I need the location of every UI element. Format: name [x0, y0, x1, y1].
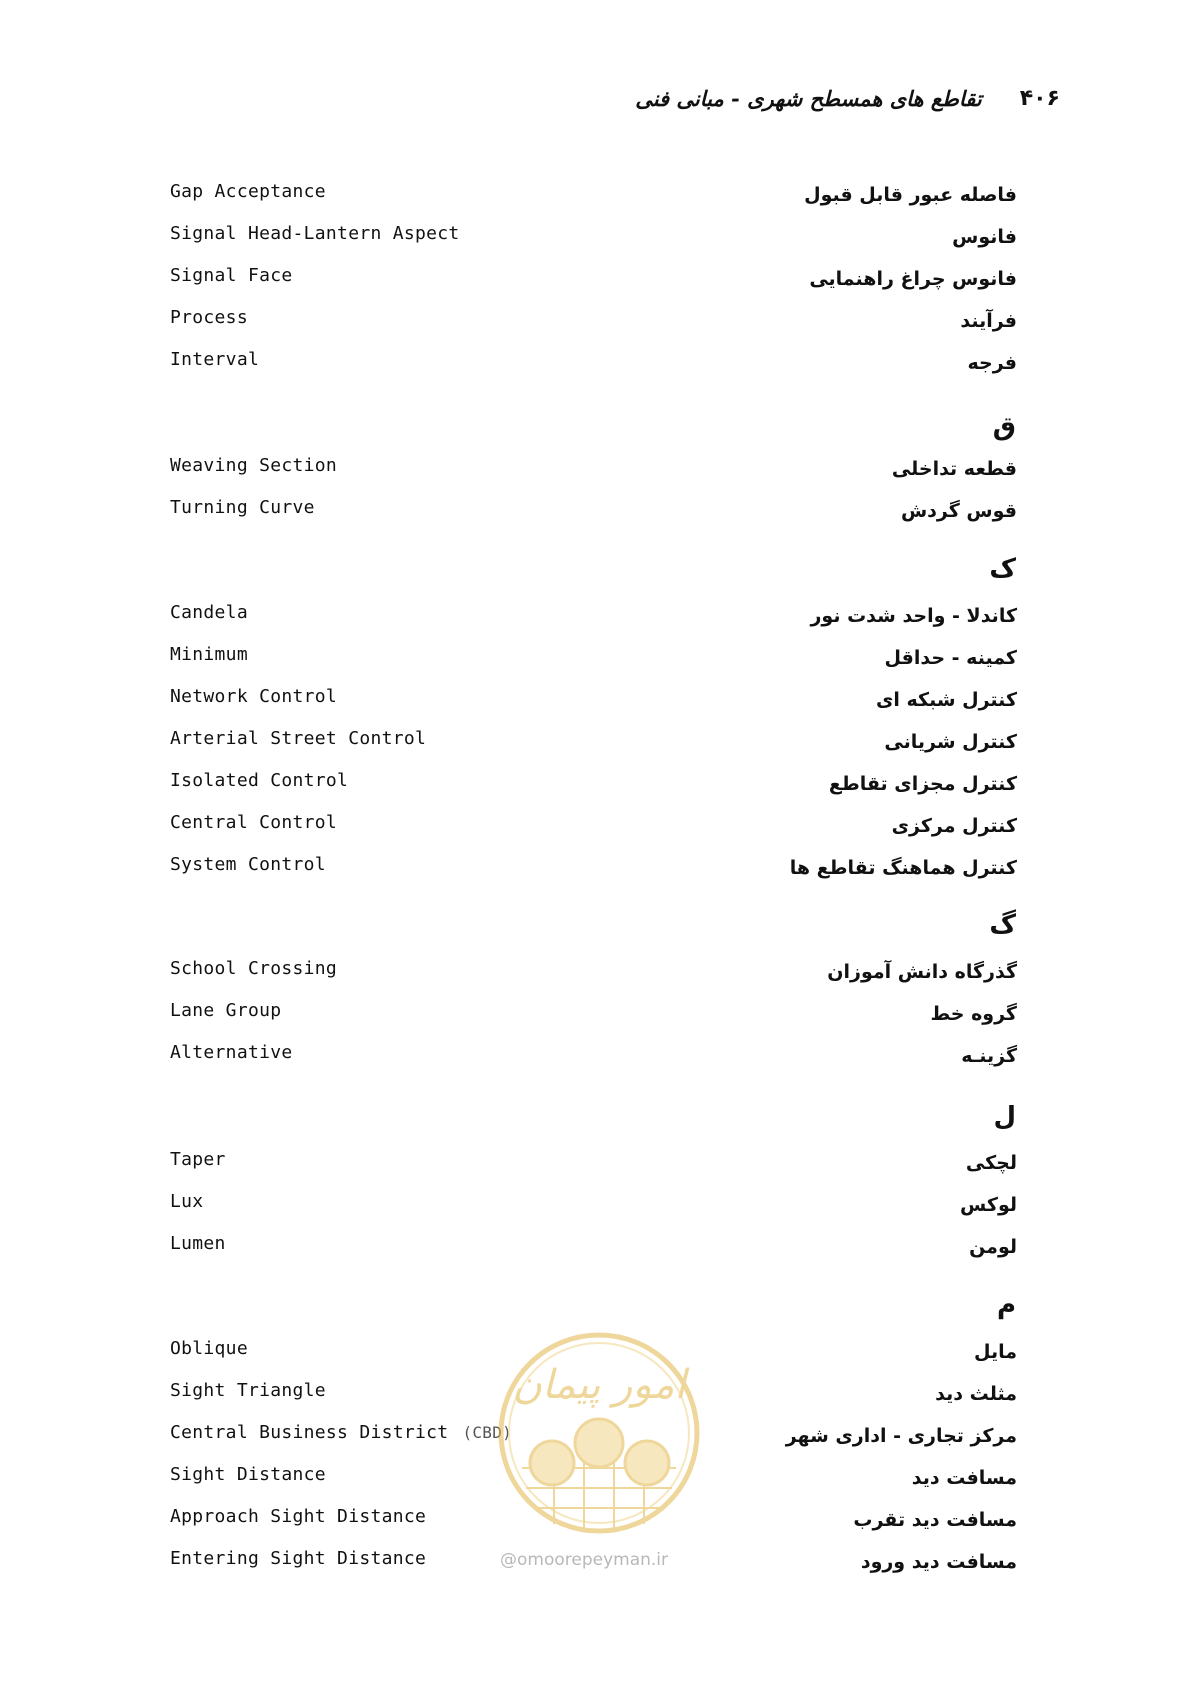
glossary-entry	[0, 601, 1190, 635]
persian-term: کنترل مجزای تقاطع	[828, 773, 1017, 795]
glossary-entry	[0, 685, 1190, 719]
persian-term: قوس گردش	[900, 500, 1017, 522]
persian-term: فرجه	[967, 352, 1017, 374]
persian-term: کنترل مرکزی	[891, 815, 1017, 837]
section-letter: ل	[993, 1102, 1016, 1132]
english-term: Signal Face	[170, 265, 293, 286]
english-term: Entering Sight Distance	[170, 1548, 427, 1569]
persian-term: لوکس	[960, 1194, 1017, 1216]
abbreviation: (CBD)	[462, 1423, 513, 1442]
persian-term: مرکز تجاری - اداری شهر	[785, 1425, 1017, 1447]
english-term: Approach Sight Distance	[170, 1506, 427, 1527]
persian-term: فانوس چراغ راهنمایی	[809, 268, 1017, 290]
persian-term: مسافت دید تقرب	[853, 1509, 1017, 1531]
english-term: Lumen	[170, 1233, 226, 1254]
english-term: Turning Curve	[170, 497, 315, 518]
english-term: Taper	[170, 1149, 226, 1170]
english-term: Isolated Control	[170, 770, 349, 791]
running-title: تقاطع های همسطح شهری - مبانی فنی	[635, 85, 982, 111]
english-term: Minimum	[170, 644, 248, 665]
page-number: ۴۰۶	[1019, 85, 1060, 111]
english-term-text: Central Business District	[170, 1422, 449, 1443]
glossary-entry	[0, 853, 1190, 887]
persian-term: مایل	[974, 1341, 1017, 1363]
glossary-entry	[0, 348, 1190, 382]
persian-term: کاندلا - واحد شدت نور	[810, 605, 1017, 627]
watermark-logo	[492, 1328, 706, 1578]
english-term: Alternative	[170, 1042, 293, 1063]
glossary-entry	[0, 643, 1190, 677]
english-term: Central Control	[170, 812, 338, 833]
glossary-entry	[0, 306, 1190, 340]
gear-icon	[530, 1419, 669, 1485]
english-term: Candela	[170, 602, 248, 623]
english-term: Oblique	[170, 1338, 248, 1359]
english-term: Sight Distance	[170, 1464, 326, 1485]
english-term: Process	[170, 307, 248, 328]
persian-term: کنترل شریانی	[884, 731, 1017, 753]
glossary-entry	[0, 1232, 1190, 1266]
persian-term: فاصله عبور قابل قبول	[804, 184, 1017, 206]
glossary-entry	[0, 496, 1190, 530]
glossary-entry	[0, 727, 1190, 761]
glossary-entry	[0, 1041, 1190, 1075]
glossary-entry	[0, 999, 1190, 1033]
persian-term: لچکی	[965, 1152, 1017, 1174]
persian-term: قطعه تداخلی	[891, 458, 1017, 480]
english-term: Signal Head-Lantern Aspect	[170, 223, 460, 244]
persian-term: کنترل هماهنگ تقاطع ها	[789, 857, 1017, 879]
english-term: Weaving Section	[170, 455, 338, 476]
english-term	[170, 1421, 512, 1445]
section-letter: گ	[989, 910, 1016, 940]
persian-term: مثلث دید	[935, 1383, 1017, 1405]
glossary-entry	[0, 957, 1190, 991]
english-term: Interval	[170, 349, 260, 370]
section-letter: ق	[992, 412, 1016, 442]
persian-term: فرآیند	[960, 310, 1017, 332]
glossary-entry	[0, 222, 1190, 256]
english-term: Network Control	[170, 686, 338, 707]
glossary-entry	[0, 1190, 1190, 1224]
english-term: School Crossing	[170, 958, 338, 979]
persian-term: لومن	[969, 1236, 1017, 1258]
english-term: Arterial Street Control	[170, 728, 427, 749]
persian-term: کنترل شبکه ای	[875, 689, 1017, 711]
persian-term: فانوس	[952, 226, 1017, 248]
watermark-logo-text: امور پیمان	[512, 1362, 686, 1408]
glossary-entry	[0, 1148, 1190, 1182]
persian-term: کمینه - حداقل	[884, 647, 1017, 669]
persian-term: مسافت دید	[911, 1467, 1017, 1489]
glossary-entry	[0, 454, 1190, 488]
section-letter: م	[996, 1290, 1016, 1320]
english-term: Lane Group	[170, 1000, 282, 1021]
section-letter: ک	[989, 554, 1016, 584]
persian-term: گذرگاه دانش آموزان	[827, 961, 1017, 983]
glossary-entry	[0, 811, 1190, 845]
glossary-entry	[0, 180, 1190, 214]
watermark-url: @omoorepeyman.ir	[500, 1550, 669, 1570]
glossary-entry	[0, 264, 1190, 298]
persian-term: گزینـه	[961, 1045, 1017, 1067]
persian-term: مسافت دید ورود	[860, 1551, 1017, 1573]
glossary-entry	[0, 769, 1190, 803]
english-term: Gap Acceptance	[170, 181, 326, 202]
english-term: Lux	[170, 1191, 204, 1212]
english-term: Sight Triangle	[170, 1380, 326, 1401]
english-term: System Control	[170, 854, 326, 875]
persian-term: گروه خط	[930, 1003, 1017, 1025]
